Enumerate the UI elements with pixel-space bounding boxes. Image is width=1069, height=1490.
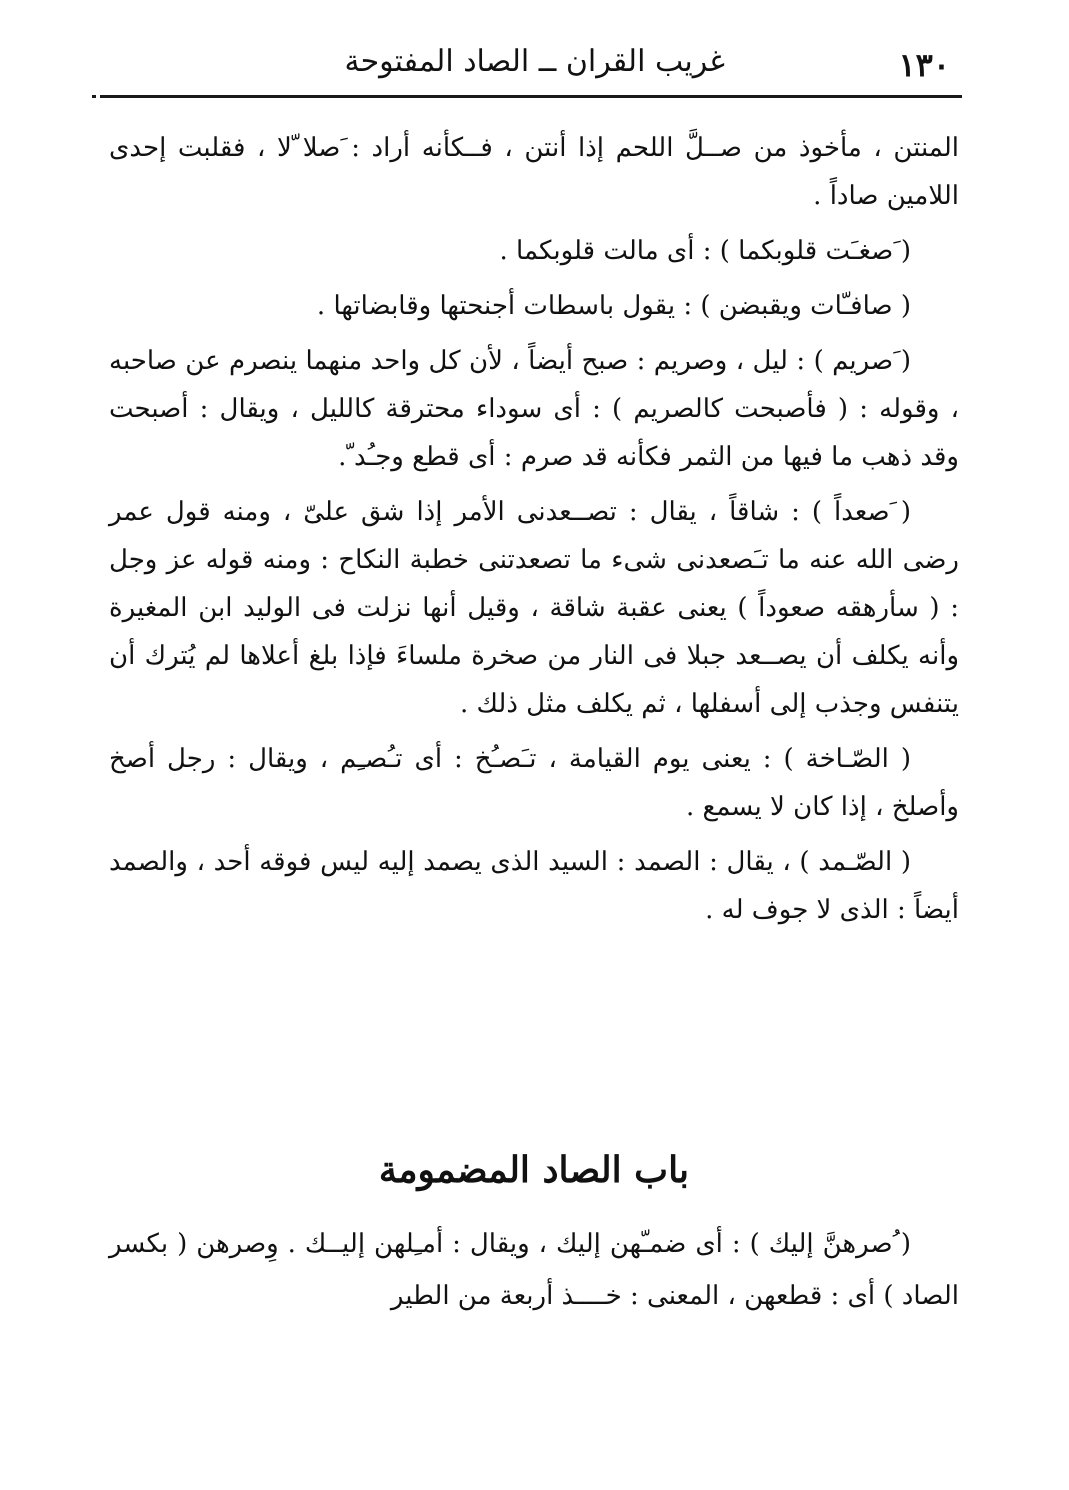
paragraph: ( ُصرهنَّ إليك ) : أى ضمـّهن إليك ، ويقال : أمـِلهن إليــك . وِصرهن ( بكسر الصاد ) أى : قطعهن ، المعنى : خــــذ أربعة من الطير bbox=[109, 1229, 959, 1311]
paragraph: ( َصعداً ) : شاقاً ، يقال : تصــعدنى الأمر إذا شق علىّ ، ومنه قول عمر رضى الله عنه ما تـَصعدنى شىء ما تصعدتنى خطبة النكاح : ومنه قوله عز وجل : ( سأرهقه صعوداً ) يعنى عقبة شاقة ، وقيل أنها نزلت فى الوليد ابن المغيرة وأنه يكلف أن يصــعد جبلا فى النار من صخرة ملساءَ فإذا بلغ أعلاها لم يُترك أن يتنفس وجذب إلى أسفلها ، ثم يكلف مثل ذلك . bbox=[109, 497, 959, 719]
paragraph: ( الصّـاخة ) : يعنى يوم القيامة ، تـَصـُخ : أى تـُصـِم ، ويقال : رجل أصخ وأصلخ ، إذا كان لا يسمع . bbox=[109, 744, 959, 822]
paragraph: المنتن ، مأخوذ من صــلَّ اللحم إذا أنتن ، فــكأنه أراد : َصلا ّلا ، فقلبت إحدى اللامين صاداً . bbox=[109, 133, 959, 211]
page-number: ١٣٠ bbox=[898, 46, 950, 84]
paragraph: ( َصريم ) : ليل ، وصريم : صبح أيضاً ، لأن كل واحد منهما ينصرم عن صاحبه ، وقوله : ( فأصبحت كالصريم ) : أى سوداء محترقة كالليل ، ويقال : أصبحت وقد ذهب ما فيها من الثمر فكأنه قد صرم : أى قطع وجـُد ّ. bbox=[109, 346, 959, 472]
header-divider bbox=[100, 95, 962, 98]
main-text-block bbox=[109, 124, 959, 941]
paragraph: ( الصّـمد ) ، يقال : الصمد : السيد الذى يصمد إليه ليس فوقه أحد ، والصمد أيضاً : الذى لا جوف له . bbox=[109, 847, 959, 925]
paragraph: ( صافـّات ويقبضن ) : يقول باسطات أجنحتها وقابضاتها . bbox=[316, 291, 911, 321]
running-title: غريب القران ــ الصاد المفتوحة bbox=[344, 44, 725, 79]
paragraph: ( َصغـَت قلوبكما ) : أى مالت قلوبكما . bbox=[499, 236, 911, 266]
page-header bbox=[115, 40, 960, 90]
section-text-block bbox=[109, 1218, 959, 1329]
section-heading: باب الصاد المضمومة bbox=[378, 1149, 690, 1191]
